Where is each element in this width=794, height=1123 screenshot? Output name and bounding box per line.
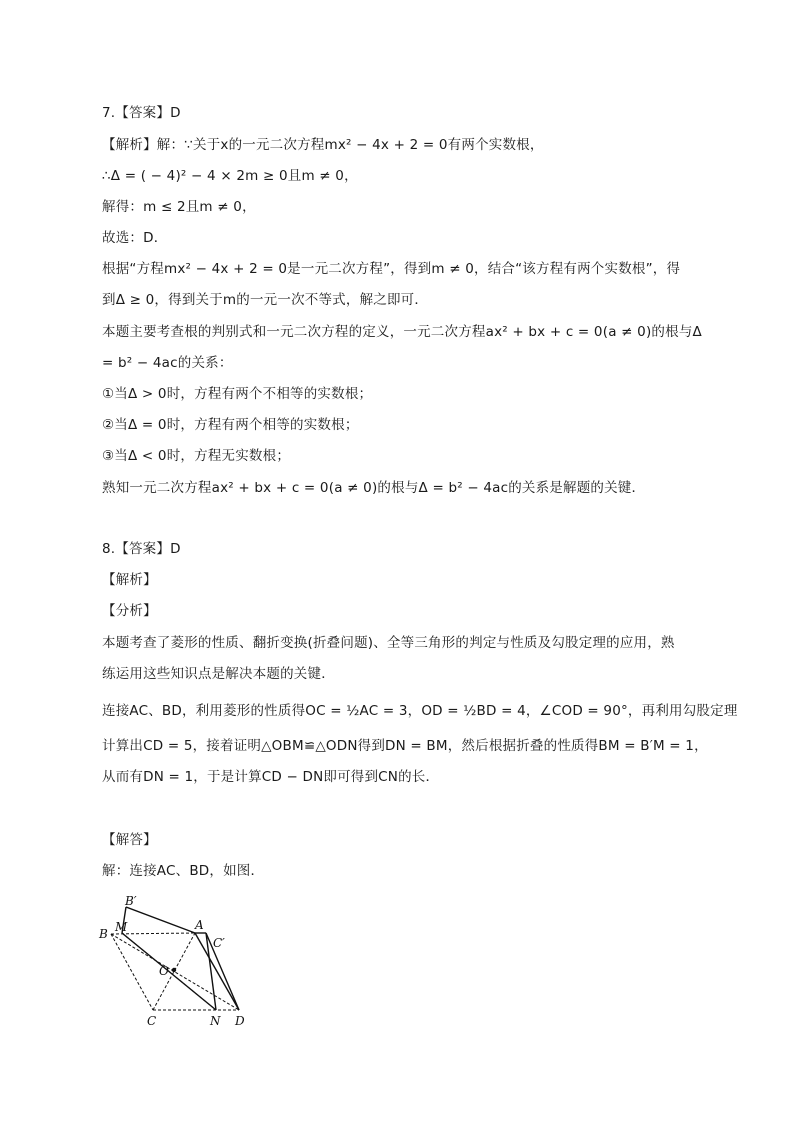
q8-jieda-line-1: 解：连接AC、BD，如图． bbox=[102, 863, 265, 879]
q8-fenxi-line-2: 练运用这些知识点是解决本题的关键． bbox=[102, 666, 335, 682]
q7-analysis-line-2: ∴Δ = ( − 4)² − 4 × 2m ≥ 0且m ≠ 0， bbox=[102, 168, 358, 184]
q8-fenxi-label: 【分析】 bbox=[102, 603, 157, 619]
q7-case-3: ③当Δ < 0时，方程无实数根； bbox=[102, 448, 291, 464]
q7-analysis-line-8: = b² − 4ac的关系： bbox=[102, 355, 233, 371]
q8-answer: 8.【答案】D bbox=[102, 541, 181, 557]
q8-fenxi-line-1: 本题考查了菱形的性质、翻折变换(折叠问题)、全等三角形的判定与性质及勾股定理的应用，熟 bbox=[102, 635, 675, 651]
q7-analysis-line-5: 根据“方程mx² − 4x + 2 = 0是一元二次方程”，得到m ≠ 0，结合“该方程有两个实数根”，得 bbox=[102, 261, 681, 277]
q8-jieda-label: 【解答】 bbox=[102, 832, 157, 848]
q8-fenxi-line-5: 从而有DN = 1，于是计算CD − DN即可得到CN的长． bbox=[102, 769, 440, 785]
label-M: M bbox=[115, 920, 128, 934]
q7-case-1: ①当Δ > 0时，方程有两个不相等的实数根； bbox=[102, 386, 373, 402]
q7-analysis-line-6: 到Δ ≥ 0，得到关于m的一元一次不等式，解之即可． bbox=[102, 292, 429, 308]
dashed-line-B-C bbox=[111, 934, 153, 1010]
q8-analysis-label: 【解析】 bbox=[102, 572, 157, 588]
label-C: C bbox=[147, 1014, 157, 1028]
label-B: B bbox=[99, 927, 108, 941]
q7-case-2: ②当Δ = 0时，方程有两个相等的实数根； bbox=[102, 417, 359, 433]
q8-fenxi-line-4: 计算出CD = 5，接着证明△OBM≌△ODN得到DN = BM，然后根据折叠的性质得BM = B′M = 1， bbox=[102, 738, 708, 754]
rhombus-fold-diagram bbox=[96, 893, 256, 1028]
q7-conclusion: 熟知一元二次方程ax² + bx + c = 0(a ≠ 0)的根与Δ = b² − 4ac的关系是解题的关键． bbox=[102, 480, 646, 496]
q7-analysis-line-7: 本题主要考查根的判别式和一元二次方程的定义，一元二次方程ax² + bx + c = 0(a ≠ 0)的根与Δ bbox=[102, 324, 702, 340]
label-C-prime: C′ bbox=[213, 936, 225, 950]
label-D: D bbox=[235, 1014, 245, 1028]
q7-analysis-line-4: 故选：D． bbox=[102, 230, 168, 246]
label-O: O bbox=[159, 964, 169, 978]
label-A: A bbox=[195, 918, 204, 932]
q8-fenxi-line-3: 连接AC、BD，利用菱形的性质得OC = ½AC = 3，OD = ½BD = 4，∠COD = 90°，再利用勾股定理 bbox=[102, 703, 738, 719]
label-N: N bbox=[210, 1014, 221, 1028]
q7-answer: 7.【答案】D bbox=[102, 105, 181, 121]
point-O bbox=[172, 968, 176, 972]
label-B-prime: B′ bbox=[125, 894, 137, 908]
q7-analysis-line-1: 【解析】解：∵关于x的一元二次方程mx² − 4x + 2 = 0有两个实数根， bbox=[102, 137, 544, 153]
q7-analysis-line-3: 解得：m ≤ 2且m ≠ 0， bbox=[102, 199, 256, 215]
solid-line-Bprime-A bbox=[126, 907, 195, 933]
